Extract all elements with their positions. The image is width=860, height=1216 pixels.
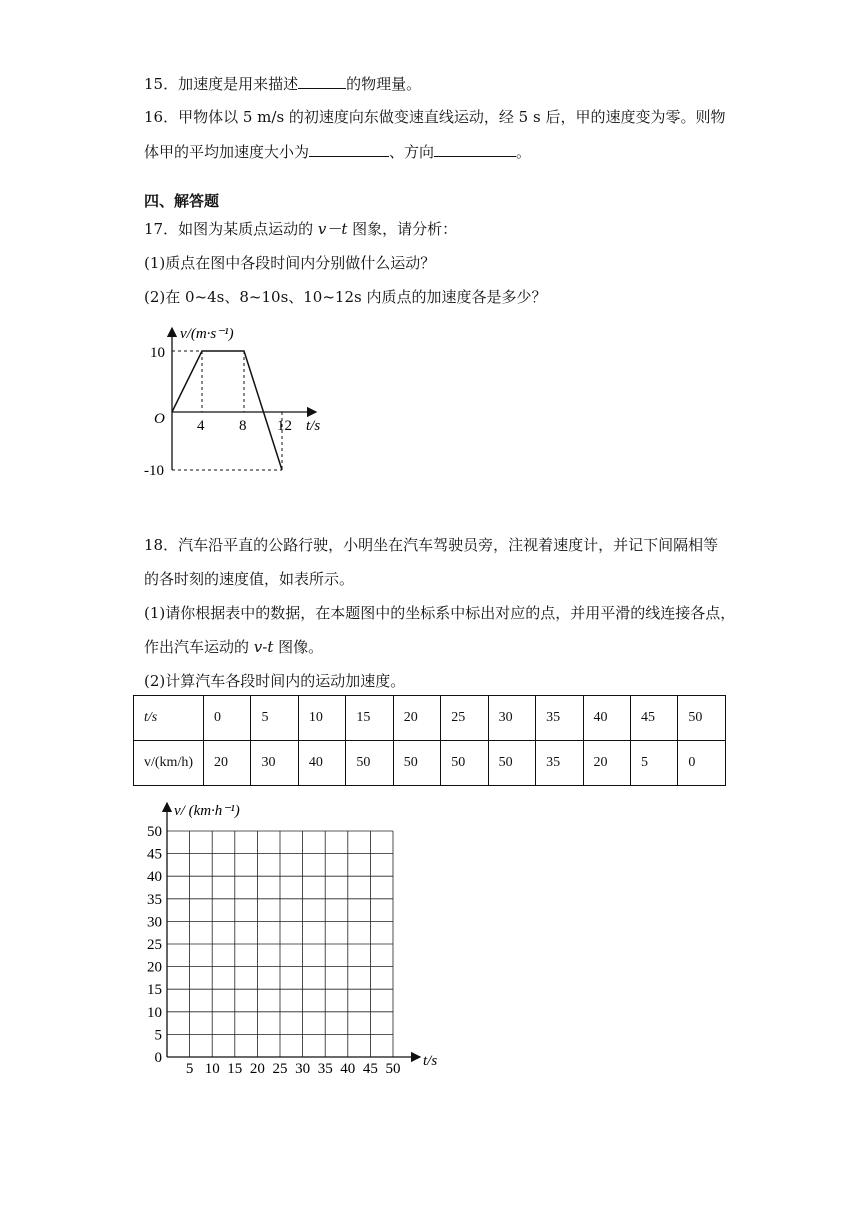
y-tick-label: 5 xyxy=(154,1027,162,1044)
q17-prompt-b: 图象，请分析： xyxy=(347,220,458,238)
table-cell: 10 xyxy=(298,696,345,741)
y-tick-label: 15 xyxy=(147,982,162,999)
q18-data-table xyxy=(133,695,726,786)
table-cell: 35 xyxy=(536,696,583,741)
y-tick-label: 0 xyxy=(154,1050,162,1066)
table-cell: 50 xyxy=(488,741,535,786)
q17-velocity-line xyxy=(172,351,282,470)
x-tick-label: 50 xyxy=(385,1061,401,1077)
table-cell: 0 xyxy=(204,696,251,741)
q16-text-b: 、方向 xyxy=(389,143,435,161)
x-tick-label: 40 xyxy=(340,1061,356,1077)
q17-y-tick-10: 10 xyxy=(150,345,165,361)
table-cell: 25 xyxy=(441,696,488,741)
q18-blank-grid[interactable] xyxy=(140,795,450,1080)
question-16-line1: 16．甲物体以 5 m/s 的初速度向东做变速直线运动，经 5 s 后，甲的速度变为零。则物 xyxy=(144,108,726,126)
x-tick-label: 5 xyxy=(185,1061,194,1077)
question-18-part2: (2)计算汽车各段时间内的运动加速度。 xyxy=(144,672,406,690)
question-18-line2: 的各时刻的速度值，如表所示。 xyxy=(144,570,355,588)
q18-x-axis-label: t/s xyxy=(423,1053,438,1069)
q18-row-time xyxy=(134,696,726,741)
question-18-line1: 18．汽车沿平直的公路行驶，小明坐在汽车驾驶员旁，注视着速度计，并记下间隔相等 xyxy=(144,536,719,554)
question-17-prompt xyxy=(144,219,457,239)
q17-y-axis-label: v/(m·s⁻¹) xyxy=(180,326,234,342)
section-heading-4: 四、解答题 xyxy=(144,192,220,210)
question-17-part1: (1)质点在图中各段时间内分别做什么运动？ xyxy=(144,254,436,272)
x-tick-label: 35 xyxy=(317,1061,333,1077)
x-tick-label: 10 xyxy=(204,1061,220,1077)
table-cell: 5 xyxy=(630,741,677,786)
question-18-part1-line1: (1)请你根据表中的数据，在本题图中的坐标系中标出对应的点，并用平滑的线连接各点， xyxy=(144,604,736,622)
y-tick-label: 35 xyxy=(147,891,162,908)
table-cell: 35 xyxy=(536,741,583,786)
x-tick-label: 15 xyxy=(227,1061,243,1077)
q18-part1-a: 作出汽车运动的 xyxy=(144,638,254,656)
x-tick-label: 20 xyxy=(249,1061,265,1077)
y-tick-label: 25 xyxy=(147,937,162,953)
q17-x-axis-label: t/s xyxy=(306,418,321,434)
q15-text-after: 的物理量。 xyxy=(346,75,422,93)
table-cell: 20 xyxy=(204,741,251,786)
table-cell: 40 xyxy=(583,696,630,741)
table-cell: 5 xyxy=(251,696,298,741)
question-18-part1-line2 xyxy=(144,637,323,657)
q17-origin-label: O xyxy=(154,411,165,427)
q18-row-time-label: t/s xyxy=(134,696,204,741)
q17-x-tick-12: 12 xyxy=(277,418,292,434)
table-cell: 30 xyxy=(251,741,298,786)
table-cell: 45 xyxy=(630,696,677,741)
y-tick-label: 50 xyxy=(147,824,162,840)
question-15 xyxy=(144,73,421,94)
table-cell: 50 xyxy=(393,741,440,786)
q18-part1-b: 图像。 xyxy=(273,638,324,656)
q16-direction-blank[interactable] xyxy=(434,141,516,157)
y-tick-label: 30 xyxy=(147,914,162,931)
q16-text-c: 。 xyxy=(516,143,532,161)
q17-vt-graph xyxy=(140,320,340,485)
table-cell: 50 xyxy=(346,741,393,786)
q17-x-tick-4: 4 xyxy=(197,418,205,434)
q16-magnitude-blank[interactable] xyxy=(309,141,389,157)
x-tick-label: 25 xyxy=(272,1061,288,1077)
q18-y-axis-label: v/ (km·h⁻¹) xyxy=(174,803,240,819)
table-cell: 50 xyxy=(678,696,725,741)
question-16-line2 xyxy=(144,141,531,162)
table-cell: 0 xyxy=(678,741,725,786)
q17-y-tick-neg10: -10 xyxy=(144,463,164,479)
q18-row-velocity-label: v/(km/h) xyxy=(134,741,204,786)
table-cell: 20 xyxy=(583,741,630,786)
y-tick-label: 40 xyxy=(147,869,162,886)
q17-x-tick-8: 8 xyxy=(239,418,247,434)
x-tick-label: 30 xyxy=(295,1061,311,1077)
q15-answer-blank[interactable] xyxy=(298,73,346,89)
table-cell: 40 xyxy=(298,741,345,786)
q16-text-a: 体甲的平均加速度大小为 xyxy=(144,143,310,161)
table-cell: 30 xyxy=(488,696,535,741)
x-tick-label: 45 xyxy=(362,1061,378,1077)
table-cell: 20 xyxy=(393,696,440,741)
table-cell: 50 xyxy=(441,741,488,786)
question-17-part2: (2)在 0~4s、8~10s、10~12s 内质点的加速度各是多少？ xyxy=(144,288,547,306)
q17-prompt-a: 17．如图为某质点运动的 xyxy=(144,220,318,238)
q17-prompt-var: v－t xyxy=(317,220,348,238)
y-tick-label: 20 xyxy=(147,959,162,976)
q18-row-velocity xyxy=(134,741,726,786)
q15-text-before: 15．加速度是用来描述 xyxy=(144,75,299,93)
q18-part1-var: v-t xyxy=(253,638,274,656)
table-cell: 15 xyxy=(346,696,393,741)
y-tick-label: 10 xyxy=(147,1004,162,1021)
y-tick-label: 45 xyxy=(147,846,162,863)
